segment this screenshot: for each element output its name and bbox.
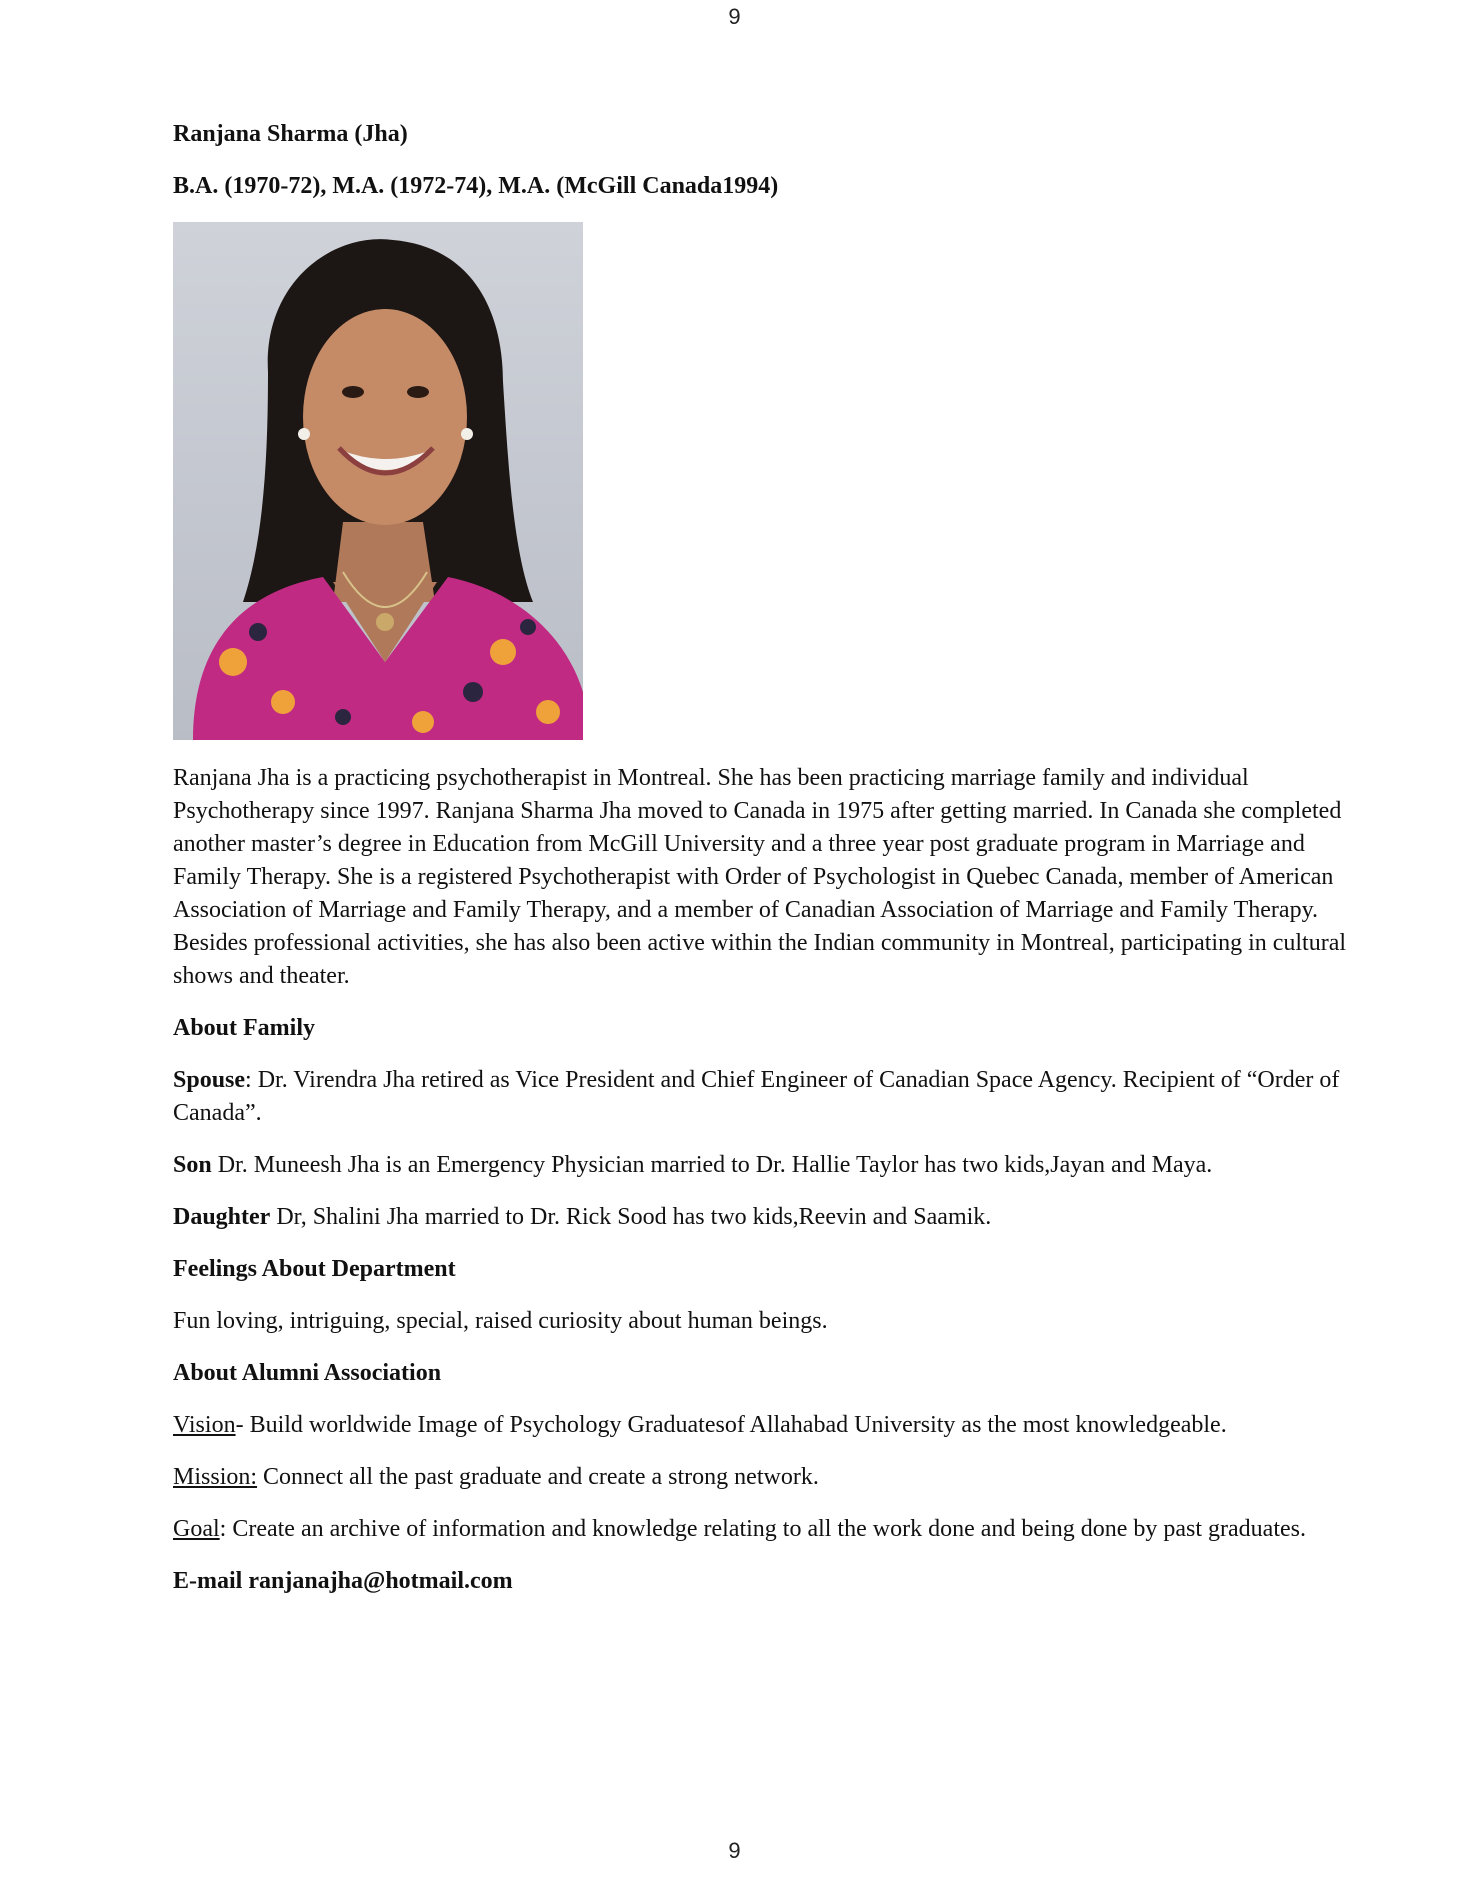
goal-line bbox=[173, 1513, 1363, 1546]
feelings-text: Fun loving, intriguing, special, raised curiosity about human beings. bbox=[173, 1308, 828, 1334]
alumni-heading: About Alumni Association bbox=[173, 1360, 442, 1386]
spouse-line bbox=[173, 1064, 1363, 1130]
mission-label: Mission: bbox=[173, 1464, 258, 1490]
spouse-label: Spouse bbox=[173, 1067, 246, 1093]
bio-paragraph: Ranjana Jha is a practicing psychotherapist in Montreal. She has been practicing marriage family and individual Psychotherapy since 1997. Ranjana Sharma Jha moved to Canada in 1975 after getting married. In Canada she completed another master’s degree in Education from McGill University and a three year post graduate program in Marriage and Family Therapy. She is a registered Psychotherapist with Order of Psychologist in Quebec Canada, member of American Association of Marriage and Family Therapy, and a member of Canadian Association of Marriage and Family Therapy. Besides professional activities, she has also been active within the Indian community in Montreal, participating in cultural shows and theater. bbox=[173, 765, 1347, 989]
daughter-line bbox=[173, 1201, 1363, 1234]
son-label: Son bbox=[173, 1152, 212, 1178]
page-number-top: 9 bbox=[728, 4, 741, 29]
email-line: E-mail ranjanajha@hotmail.com bbox=[173, 1568, 513, 1594]
profile-degrees: B.A. (1970-72), M.A. (1972-74), M.A. (McGill Canada1994) bbox=[173, 173, 779, 199]
goal-text: : Create an archive of information and knowledge relating to all the work done and being done by past graduates. bbox=[219, 1516, 1306, 1542]
mission-text: Connect all the past graduate and create a strong network. bbox=[257, 1464, 819, 1490]
vision-label: Vision bbox=[173, 1412, 236, 1438]
goal-label: Goal bbox=[173, 1516, 220, 1542]
about-family-heading: About Family bbox=[173, 1015, 316, 1041]
vision-line bbox=[173, 1409, 1363, 1442]
daughter-text: Dr, Shalini Jha married to Dr. Rick Sood has two kids,Reevin and Saamik. bbox=[270, 1204, 992, 1230]
page-number-bottom: 9 bbox=[728, 1838, 741, 1863]
son-line bbox=[173, 1149, 1363, 1182]
profile-name: Ranjana Sharma (Jha) bbox=[173, 121, 408, 147]
daughter-label: Daughter bbox=[173, 1204, 271, 1230]
portrait-illustration bbox=[173, 222, 583, 740]
spouse-text: : Dr. Virendra Jha retired as Vice President and Chief Engineer of Canadian Space Agency. Recipient of “Order of Canada”. bbox=[173, 1067, 1340, 1126]
document-body bbox=[173, 118, 1363, 1598]
vision-text: - Build worldwide Image of Psychology Graduatesof Allahabad University as the most knowledgeable. bbox=[235, 1412, 1227, 1438]
feelings-heading: Feelings About Department bbox=[173, 1256, 456, 1282]
mission-line bbox=[173, 1461, 1363, 1494]
son-text: Dr. Muneesh Jha is an Emergency Physician married to Dr. Hallie Taylor has two kids,Jayan and Maya. bbox=[211, 1152, 1213, 1178]
profile-photo bbox=[173, 222, 583, 740]
